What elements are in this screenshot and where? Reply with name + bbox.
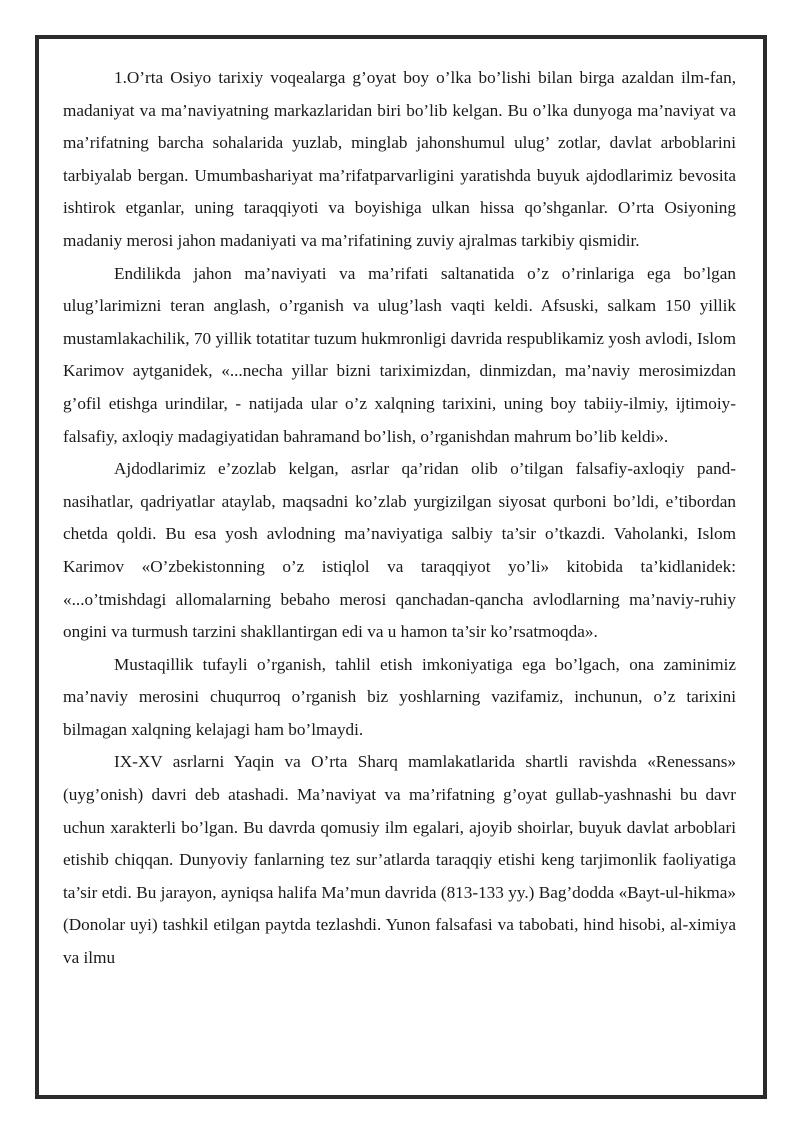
paragraph-2: Endilikda jahon ma’naviyati va ma’rifati saltanatida o’z o’rinlariga ega bo’lgan ulug’larimizni teran anglash, o’rganish va ulug’lash vaqti keldi. Afsuski, salkam 150 yillik mustamlakachilik, 70 yillik totatitar tuzum hukmronligi davrida respublikamiz yosh avlodi, Islom Karimov aytganidek, «...necha yillar bizni tariximizdan, dinmizdan, ma’naviy merosimizdan g’ofil etishga urindilar, - natijada ular o’z xalqning tarixini, uning boy tabiiy-ilmiy, ijtimoiy-falsafiy, axloqiy madagiyatidan bahramand bo’lish, o’rganishdan mahrum bo’lib keldi». [63, 263, 736, 446]
paragraph-1: 1.O’rta Osiyo tarixiy voqealarga g’oyat boy o’lka bo’lishi bilan birga azaldan ilm-fan, madaniyat va ma’naviyatning markazlaridan biri bo’lib kelgan. Bu o’lka dunyoga ma’naviyat va ma’rifatning barcha sohalarida yuzlab, minglab jahonshumul ulug’ zotlar, davlat arboblarini tarbiyalab bergan. Umumbashariyat ma’rifatparvarligini yaratishda buyuk ajdodlarimiz bevosita ishtirok etganlar, uning taraqqiyoti va boyishiga ulkan hissa qo’shganlar. O’rta Osiyoning madaniy merosi jahon madaniyati va ma’rifatining zuviy ajralmas tarkibiy qismidir. [63, 68, 736, 250]
paragraph-4: Mustaqillik tufayli o’rganish, tahlil etish imkoniyatiga ega bo’lgach, ona zaminimiz ma’naviy merosini chuqurroq o’rganish biz yoshlarning vazifamiz, inchunun, o’z tarixini bilmagan xalqning kelajagi ham bo’lmaydi. [63, 654, 736, 739]
document-body [63, 62, 736, 975]
paragraph-5: IX-XV asrlarni Yaqin va O’rta Sharq mamlakatlarida shartli ravishda «Renessans» (uyg’onish) davri deb atashadi. Ma’naviyat va ma’rifatning g’oyat gullab-yashnashi bu davr uchun xarakterli bo’lgan. Bu davrda qomusiy ilm egalari, ajoyib shoirlar, buyuk davlat arboblari etishib chiqqan. Dunyoviy fanlarning tez sur’atlarda taraqqiy etishi keng tarjimonlik faoliyatiga ta’sir etdi. Bu jarayon, ayniqsa halifa Ma’mun davrida (813-133 yy.) Bag’dodda «Bayt-ul-hikma» (Donolar uyi) tashkil etilgan paytda tezlashdi. Yunon falsafasi va tabobati, hind hisobi, al-ximiya va ilmu [63, 752, 736, 968]
paragraph-3: Ajdodlarimiz e’zozlab kelgan, asrlar qa’ridan olib o’tilgan falsafiy-axloqiy pand-nasihatlar, qadriyatlar ataylab, maqsadni ko’zlab yurgizilgan siyosat qurboni bo’ldi, e’tibordan chetda qoldi. Bu esa yosh avlodning ma’naviyatiga salbiy ta’sir o’tkazdi. Vaholanki, Islom Karimov «O’zbekistonning o’z istiqlol va taraqqiyot yo’li» kitobida ta’kidlanidek: «...o’tmishdagi allomalarning bebaho merosi qanchadan-qancha avlodlarning ma’naviy-ruhiy ongini va turmush tarzini shakllantirgan edi va u hamon ta’sir ko’rsatmoqda». [63, 459, 736, 642]
